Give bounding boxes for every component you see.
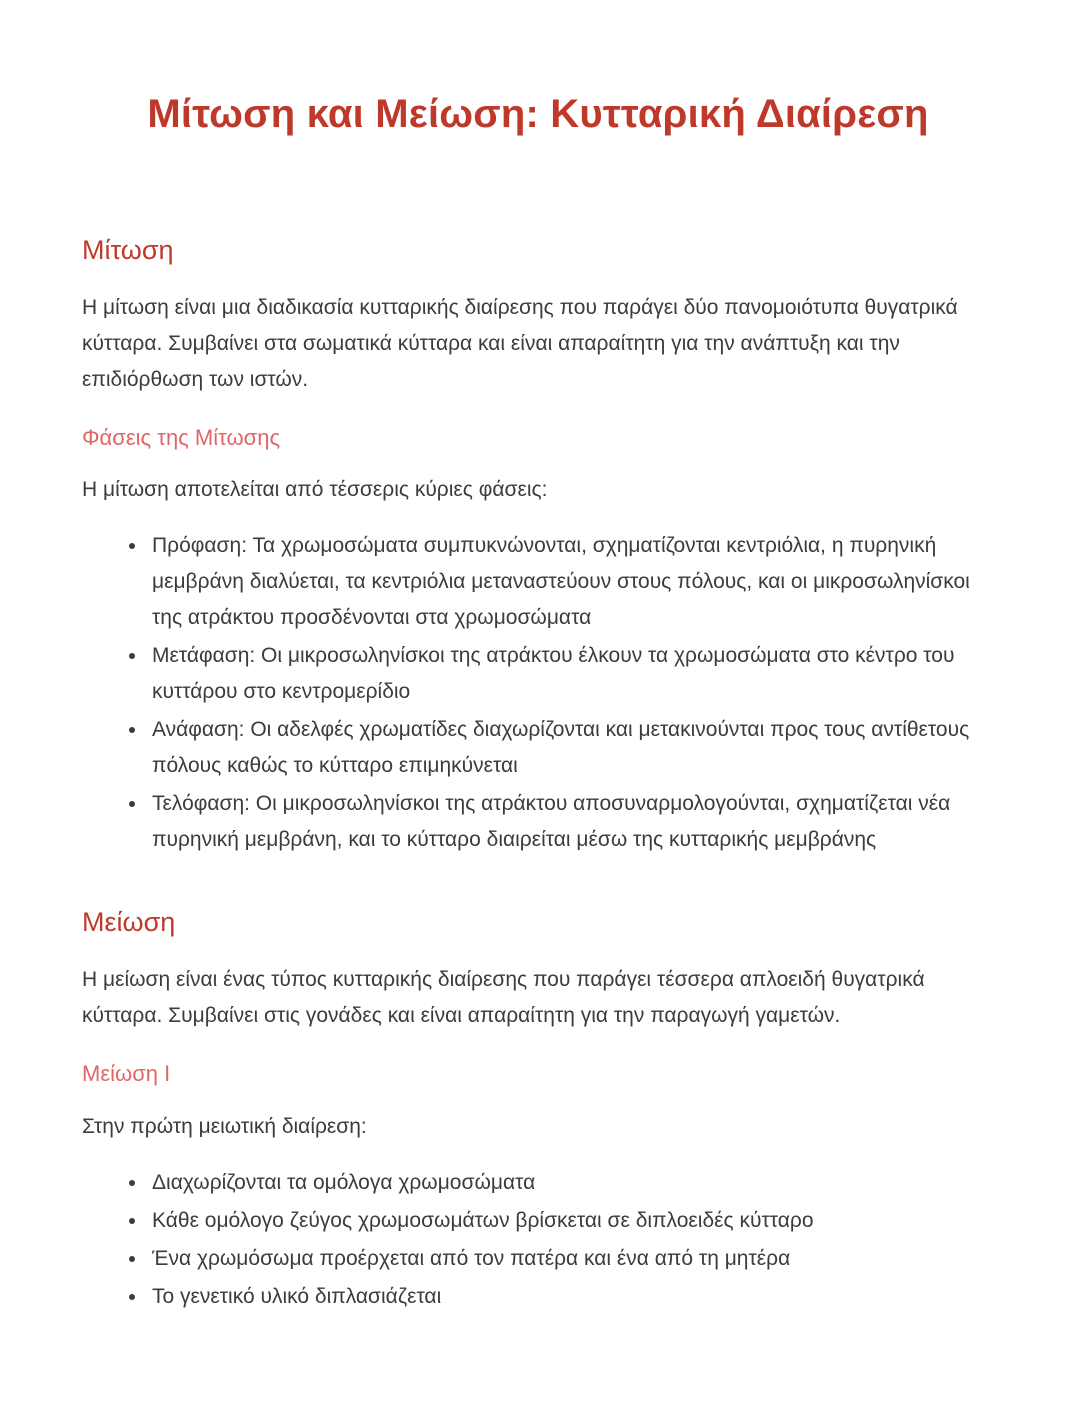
page-title: Μίτωση και Μείωση: Κυτταρική Διαίρεση — [147, 92, 929, 136]
bullet-item-metaphase: • Μετάφαση: Οι μικροσωληνίσκοι της ατράκτου έλκουν τα χρωμοσώματα στο κέντρο του κυττάρου στο κεντρομερίδιο — [148, 638, 994, 710]
bullet-item: • Διαχωρίζονται τα ομόλογα χρωμοσώματα — [148, 1165, 994, 1201]
bullet-item-telophase: • Τελόφαση: Οι μικροσωληνίσκοι της ατράκτου αποσυναρμολογούνται, σχηματίζεται νέα πυρηνική μεμβράνη, και το κύτταρο διαιρείται μέσω της κυτταρικής μεμβράνης — [148, 786, 994, 858]
bullet-item-anaphase: • Ανάφαση: Οι αδελφές χρωματίδες διαχωρίζονται και μετακινούνται προς τους αντίθετους πόλους καθώς το κύτταρο επιμηκύνεται — [148, 712, 994, 784]
bullet-list-mitosis-phases — [82, 528, 994, 858]
subsection-heading-mitosis-phases: Φάσεις της Μίτωσης — [82, 424, 281, 450]
bullet-item-prophase: • Πρόφαση: Τα χρωμοσώματα συμπυκνώνονται, σχηματίζονται κεντριόλια, η πυρηνική μεμβράνη διαλύεται, τα κεντριόλια μεταναστεύουν στους πόλους, και οι μικροσωληνίσκοι της ατράκτου προσδένονται στα χρωμοσώματα — [148, 528, 994, 636]
section-heading-mitosis: Μίτωση — [82, 235, 174, 265]
bullet-item: • Το γενετικό υλικό διπλασιάζεται — [148, 1279, 994, 1315]
bullet-item: • Κάθε ομόλογο ζεύγος χρωμοσωμάτων βρίσκεται σε διπλοειδές κύτταρο — [148, 1203, 994, 1239]
bullet-item: • Ένα χρωμόσωμα προέρχεται από τον πατέρα και ένα από τη μητέρα — [148, 1241, 994, 1277]
paragraph-mitosis-intro: Η μίτωση είναι μια διαδικασία κυτταρικής διαίρεσης που παράγει δύο πανομοιότυπα θυγατρικά κύτταρα. Συμβαίνει στα σωματικά κύτταρα και είναι απαραίτητη για την ανάπτυξη και την επιδιόρθωση των ιστών. — [82, 295, 958, 391]
paragraph-meiosis-1-lead: Στην πρώτη μειωτική διαίρεση: — [82, 1114, 367, 1138]
bullet-list-meiosis-1 — [82, 1165, 994, 1315]
subsection-heading-meiosis-1: Μείωση I — [82, 1061, 171, 1087]
section-meiosis — [82, 906, 994, 1314]
paragraph-mitosis-phases-lead: Η μίτωση αποτελείται από τέσσερις κύριες φάσεις: — [82, 478, 548, 502]
paragraph-meiosis-intro: Η μείωση είναι ένας τύπος κυτταρικής διαίρεσης που παράγει τέσσερα απλοειδή θυγατρικά κύτταρα. Συμβαίνει στις γονάδες και είναι απαραίτητη για την παραγωγή γαμετών. — [82, 968, 925, 1028]
section-mitosis — [82, 234, 994, 858]
section-heading-meiosis: Μείωση — [82, 907, 176, 938]
